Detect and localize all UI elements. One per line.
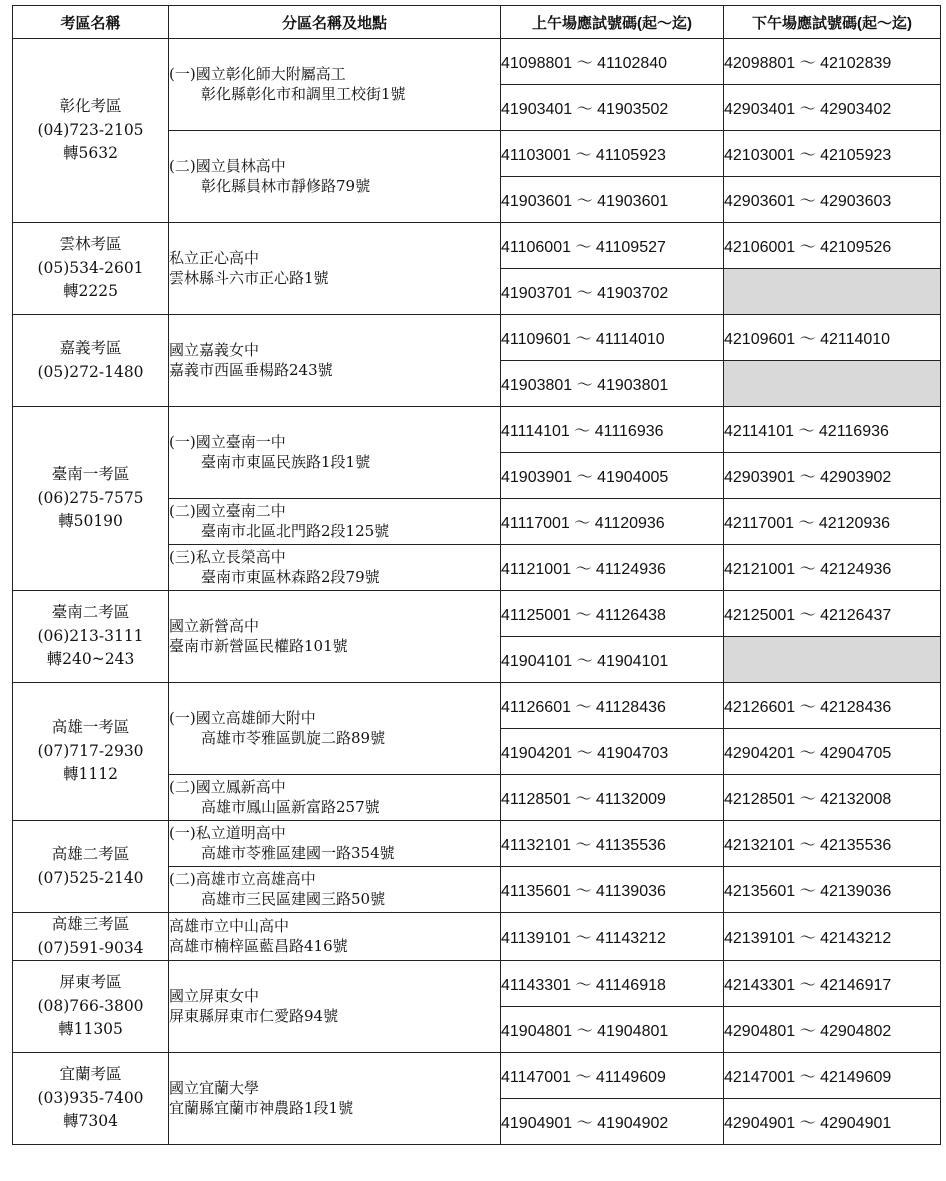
- header-region: 考區名稱: [13, 6, 169, 39]
- site-name: (一)國立彰化師大附屬高工: [169, 65, 346, 83]
- morning-range: 41106001 ～ 41109527: [501, 223, 724, 269]
- region-ext: 轉11305: [58, 1020, 123, 1039]
- site-name: 國立屏東女中: [169, 987, 260, 1005]
- region-name: 高雄二考區: [51, 845, 130, 863]
- region-name: 高雄一考區: [51, 718, 130, 737]
- site-name: 高雄市立中山高中: [169, 917, 290, 935]
- table-row: [13, 407, 941, 453]
- morning-range: 41098801 ～ 41102840: [501, 39, 724, 85]
- site-name: (二)國立鳳新高中: [169, 778, 286, 796]
- afternoon-range: 42117001 ～ 42120936: [724, 499, 941, 545]
- afternoon-range: 42139101 ～ 42143212: [724, 913, 941, 961]
- morning-range: 41904201 ～ 41904703: [501, 729, 724, 775]
- afternoon-range: 42904801 ～ 42904802: [724, 1007, 941, 1053]
- region-ext: 轉2225: [63, 282, 118, 301]
- region-cell: [13, 1053, 169, 1145]
- site-address: 高雄市三民區建國三路50號: [201, 889, 386, 908]
- header-site: 分區名稱及地點: [169, 6, 501, 39]
- site-cell: [169, 591, 501, 683]
- afternoon-range: 42128501 ～ 42132008: [724, 775, 941, 821]
- afternoon-range: 42098801 ～ 42102839: [724, 39, 941, 85]
- table-row: [13, 315, 941, 361]
- table-row: [13, 591, 941, 637]
- table-row: [13, 821, 941, 867]
- site-address: 彰化縣員林市靜修路79號: [201, 176, 371, 195]
- site-address: 臺南市新營區民權路101號: [169, 636, 348, 655]
- table-row: [13, 39, 941, 85]
- region-cell: [13, 821, 169, 913]
- region-name: 臺南二考區: [51, 603, 130, 622]
- site-cell: [169, 39, 501, 131]
- region-phone: (05)272-1480: [37, 362, 144, 381]
- afternoon-range: 42903601 ～ 42903603: [724, 177, 941, 223]
- site-address: 高雄市苓雅區建國一路354號: [201, 843, 395, 862]
- morning-range: 41904901 ～ 41904902: [501, 1099, 724, 1145]
- table-body: [13, 39, 941, 1145]
- afternoon-blank: [724, 269, 941, 315]
- site-cell: [169, 961, 501, 1053]
- site-address: 嘉義市西區垂楊路243號: [169, 360, 333, 379]
- morning-range: 41121001 ～ 41124936: [501, 545, 724, 591]
- region-phone: (03)935-7400: [37, 1088, 144, 1107]
- afternoon-range: 42143301 ～ 42146917: [724, 961, 941, 1007]
- site-cell: [169, 499, 501, 545]
- morning-range: 41904801 ～ 41904801: [501, 1007, 724, 1053]
- morning-range: 41904101 ～ 41904101: [501, 637, 724, 683]
- site-name: 國立宜蘭大學: [169, 1079, 260, 1097]
- site-cell: [169, 545, 501, 591]
- afternoon-range: 42147001 ～ 42149609: [724, 1053, 941, 1099]
- morning-range: 41128501 ～ 41132009: [501, 775, 724, 821]
- afternoon-range: 42904901 ～ 42904901: [724, 1099, 941, 1145]
- afternoon-range: 42109601 ～ 42114010: [724, 315, 941, 361]
- site-name: (二)高雄市立高雄高中: [169, 870, 316, 888]
- morning-range: 41117001 ～ 41120936: [501, 499, 724, 545]
- table-row: [13, 683, 941, 729]
- morning-range: 41139101 ～ 41143212: [501, 913, 724, 961]
- table-row: [13, 223, 941, 269]
- region-phone: (05)534-2601: [37, 258, 144, 277]
- morning-range: 41135601 ～ 41139036: [501, 867, 724, 913]
- site-name: (二)國立臺南二中: [169, 502, 286, 520]
- site-cell: [169, 867, 501, 913]
- site-address: 屏東縣屏東市仁愛路94號: [169, 1006, 339, 1025]
- site-cell: [169, 1053, 501, 1145]
- morning-range: 41126601 ～ 41128436: [501, 683, 724, 729]
- region-cell: [13, 961, 169, 1053]
- region-name: 雲林考區: [59, 235, 122, 254]
- region-cell: [13, 315, 169, 407]
- site-cell: [169, 683, 501, 775]
- site-address: 高雄市苓雅區凱旋二路89號: [201, 728, 386, 747]
- region-phone: (06)275-7575: [37, 488, 144, 507]
- site-cell: [169, 821, 501, 867]
- afternoon-range: 42106001 ～ 42109526: [724, 223, 941, 269]
- afternoon-range: 42125001 ～ 42126437: [724, 591, 941, 637]
- region-name: 高雄三考區: [51, 915, 130, 933]
- afternoon-range: 42903401 ～ 42903402: [724, 85, 941, 131]
- region-cell: [13, 39, 169, 223]
- site-address: 臺南市北區北門路2段125號: [201, 521, 390, 540]
- region-name: 彰化考區: [59, 97, 122, 116]
- morning-range: 41903901 ～ 41904005: [501, 453, 724, 499]
- morning-range: 41114101 ～ 41116936: [501, 407, 724, 453]
- site-cell: [169, 775, 501, 821]
- region-cell: [13, 591, 169, 683]
- site-cell: [169, 315, 501, 407]
- site-name: (一)國立臺南一中: [169, 433, 286, 451]
- region-cell: [13, 223, 169, 315]
- region-phone: (07)591-9034: [37, 938, 144, 957]
- afternoon-range: 42903901 ～ 42903902: [724, 453, 941, 499]
- morning-range: 41903801 ～ 41903801: [501, 361, 724, 407]
- region-cell: [13, 407, 169, 591]
- exam-number-table: [12, 5, 941, 1145]
- region-phone: (04)723-2105: [37, 120, 144, 139]
- region-ext: 轉5632: [63, 144, 118, 163]
- morning-range: 41147001 ～ 41149609: [501, 1053, 724, 1099]
- region-name: 屏東考區: [59, 973, 122, 992]
- morning-range: 41903401 ～ 41903502: [501, 85, 724, 131]
- morning-range: 41903701 ～ 41903702: [501, 269, 724, 315]
- region-ext: 轉240~243: [46, 650, 135, 669]
- morning-range: 41125001 ～ 41126438: [501, 591, 724, 637]
- region-phone: (07)717-2930: [37, 741, 144, 760]
- afternoon-range: 42135601 ～ 42139036: [724, 867, 941, 913]
- site-cell: [169, 131, 501, 223]
- site-address: 宜蘭縣宜蘭市神農路1段1號: [169, 1098, 354, 1117]
- region-name: 宜蘭考區: [59, 1065, 122, 1084]
- table-row: [13, 913, 941, 961]
- site-address: 臺南市東區民族路1段1號: [201, 452, 371, 471]
- table-row: [13, 1053, 941, 1099]
- afternoon-blank: [724, 361, 941, 407]
- site-address: 臺南市東區林森路2段79號: [201, 567, 380, 586]
- region-cell: [13, 683, 169, 821]
- site-name: 私立正心高中: [169, 249, 260, 267]
- region-phone: (08)766-3800: [37, 996, 144, 1015]
- region-name: 嘉義考區: [59, 339, 122, 357]
- afternoon-range: 42904201 ～ 42904705: [724, 729, 941, 775]
- afternoon-blank: [724, 637, 941, 683]
- site-name: 國立嘉義女中: [169, 341, 260, 359]
- site-cell: [169, 913, 501, 961]
- morning-range: 41903601 ～ 41903601: [501, 177, 724, 223]
- afternoon-range: 42121001 ～ 42124936: [724, 545, 941, 591]
- site-address: 彰化縣彰化市和調里工校街1號: [201, 84, 406, 103]
- header-morning: 上午場應試號碼(起～迄): [501, 6, 724, 39]
- site-name: (一)國立高雄師大附中: [169, 709, 316, 727]
- morning-range: 41103001 ～ 41105923: [501, 131, 724, 177]
- site-name: (一)私立道明高中: [169, 824, 286, 842]
- afternoon-range: 42114101 ～ 42116936: [724, 407, 941, 453]
- afternoon-range: 42126601 ～ 42128436: [724, 683, 941, 729]
- region-cell: [13, 913, 169, 961]
- site-name: (三)私立長榮高中: [169, 548, 286, 566]
- site-address: 雲林縣斗六市正心路1號: [169, 268, 329, 287]
- morning-range: 41109601 ～ 41114010: [501, 315, 724, 361]
- region-ext: 轉1112: [63, 765, 118, 784]
- site-address: 高雄市楠梓區藍昌路416號: [169, 936, 348, 955]
- site-cell: [169, 223, 501, 315]
- region-name: 臺南一考區: [51, 465, 130, 484]
- header-row: [13, 6, 941, 39]
- afternoon-range: 42103001 ～ 42105923: [724, 131, 941, 177]
- region-phone: (06)213-3111: [37, 626, 144, 645]
- morning-range: 41132101 ～ 41135536: [501, 821, 724, 867]
- table-row: [13, 961, 941, 1007]
- site-name: (二)國立員林高中: [169, 157, 286, 175]
- region-ext: 轉50190: [58, 512, 123, 531]
- region-ext: 轉7304: [63, 1112, 118, 1131]
- header-afternoon: 下午場應試號碼(起～迄): [724, 6, 941, 39]
- afternoon-range: 42132101 ～ 42135536: [724, 821, 941, 867]
- site-cell: [169, 407, 501, 499]
- morning-range: 41143301 ～ 41146918: [501, 961, 724, 1007]
- site-name: 國立新營高中: [169, 617, 260, 635]
- region-phone: (07)525-2140: [37, 868, 144, 887]
- site-address: 高雄市鳳山區新富路257號: [201, 797, 380, 816]
